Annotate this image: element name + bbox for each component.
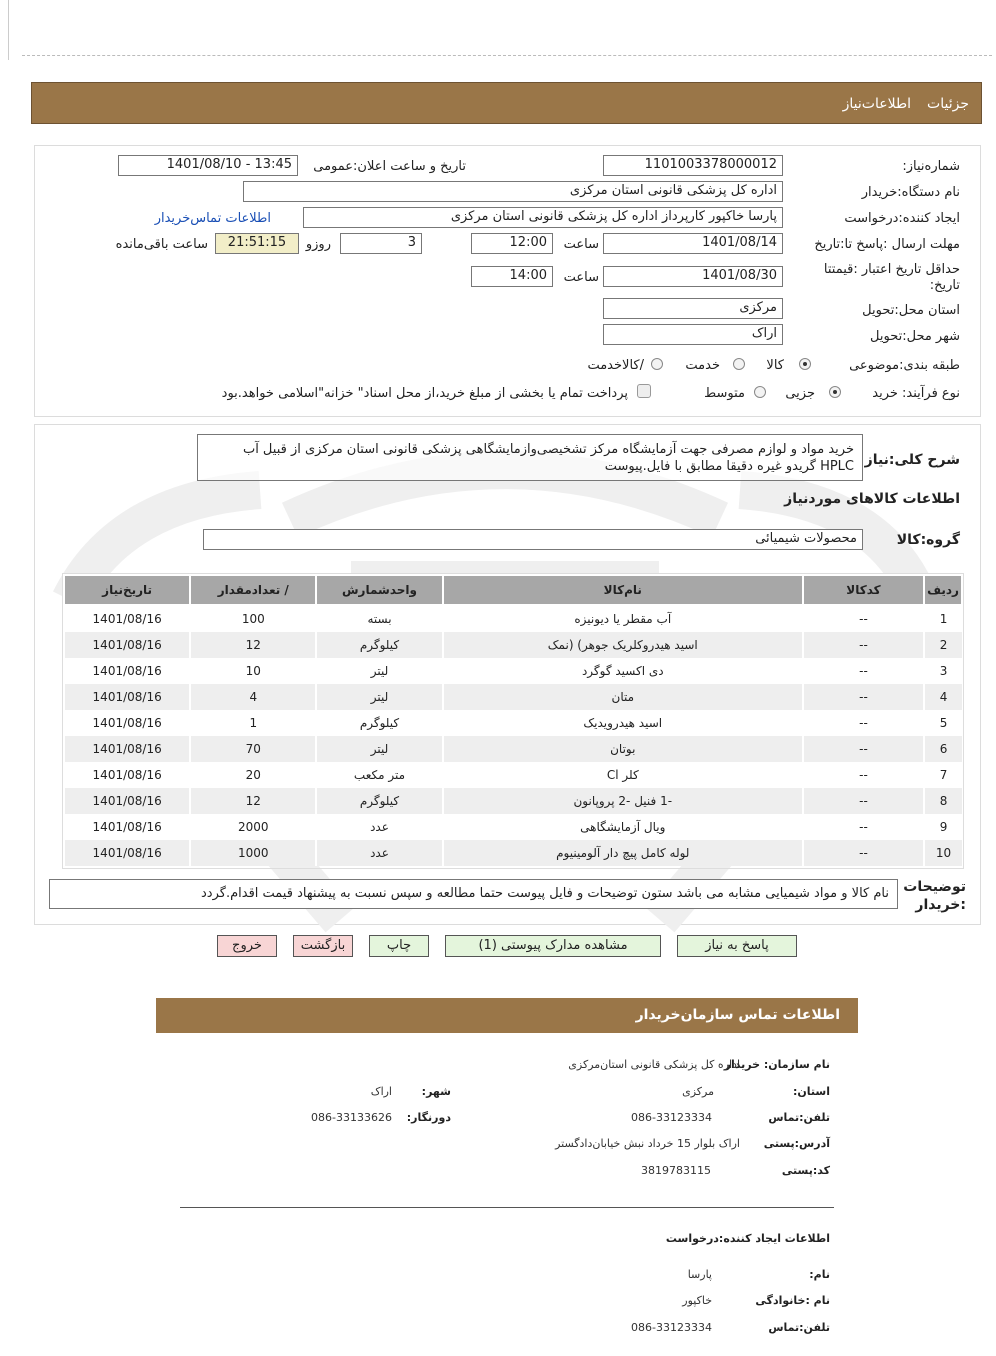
- category-label: طبقه بندی:موضوعی: [849, 358, 960, 373]
- description-label: شرح کلی:نیاز: [864, 452, 960, 468]
- cell-row: 1: [924, 605, 962, 632]
- announce-field: 1401/08/10 - 13:45: [118, 155, 298, 176]
- cell-name: اسید هیدرویدیک: [443, 710, 803, 736]
- col-code: کدکالا: [803, 575, 924, 605]
- deadline-date-field: 1401/08/14: [603, 233, 783, 254]
- cell-date: 1401/08/16: [64, 762, 190, 788]
- table-row: [64, 632, 962, 658]
- back-button[interactable]: بازگشت: [293, 935, 353, 957]
- table-row: [64, 684, 962, 710]
- validity-time-label: ساعت: [563, 270, 599, 285]
- cell-unit: عدد: [316, 840, 442, 866]
- exit-button[interactable]: خروج: [217, 935, 277, 957]
- address-label: آدرس:پستی: [763, 1137, 830, 1150]
- cell-code: --: [803, 840, 924, 866]
- attachments-button[interactable]: مشاهده مدارک پیوستی (1): [445, 935, 661, 957]
- col-unit: واحدشمارش: [316, 575, 442, 605]
- cell-row: 8: [924, 788, 962, 814]
- cell-unit: کیلوگرم: [316, 632, 442, 658]
- cell-date: 1401/08/16: [64, 684, 190, 710]
- cell-unit: عدد: [316, 814, 442, 840]
- description-field: خرید مواد و لوازم مصرفی جهت آزمایشگاه مرکز تشخیصی‌وازمایشگاهی پزشکی قانونی استان مرکزی از قبیل آب HPLC گریدو غیره دقیقا مطابق با فایل.پیوست: [197, 434, 863, 481]
- cell-date: 1401/08/16: [64, 710, 190, 736]
- creator-label: ایجاد کننده:درخواست: [844, 211, 960, 226]
- cell-name: لوله کامل پیچ دار آلومینیوم: [443, 840, 803, 866]
- need-no-field: 1101003378000012: [603, 155, 783, 176]
- cell-name: ویال آزمایشگاهی: [443, 814, 803, 840]
- buyer-contact-link[interactable]: اطلاعات تماس‌خریدار: [154, 211, 271, 226]
- name-label: نام:: [809, 1268, 830, 1281]
- validity-label: حداقل تاریخ اعتبار :قیمتتا: [823, 262, 960, 277]
- cell-name: متان: [443, 684, 803, 710]
- items-table: [63, 574, 963, 866]
- cell-code: --: [803, 658, 924, 684]
- buyer-notes-label: توضیحات: [903, 879, 966, 895]
- creator-field: پارسا خاکپور کارپرداز اداره کل پزشکی قانونی استان مرکزی: [303, 207, 783, 228]
- cell-code: --: [803, 762, 924, 788]
- top-separator: [22, 55, 992, 56]
- creator-phone-label: تلفن:تماس: [768, 1321, 830, 1334]
- fax-value: 086-33133626: [311, 1111, 392, 1124]
- cell-row: 10: [924, 840, 962, 866]
- contact-section-header: [156, 998, 858, 1033]
- cell-row: 5: [924, 710, 962, 736]
- cell-qty: 12: [190, 632, 316, 658]
- table-row: [64, 788, 962, 814]
- table-row: [64, 762, 962, 788]
- province-c-label: استان:: [793, 1085, 830, 1098]
- org-label: نام سازمان: خریدار: [724, 1058, 830, 1071]
- need-no-label: شماره‌نیاز:: [902, 159, 960, 174]
- announce-label: تاریخ و ساعت اعلان:عمومی: [313, 159, 466, 174]
- process-radio-medium[interactable]: [754, 386, 766, 398]
- header-title: اطلاعات‌نیاز: [842, 96, 911, 112]
- cell-date: 1401/08/16: [64, 605, 190, 632]
- process-radio-minor[interactable]: [829, 386, 841, 398]
- cell-unit: متر مکعب: [316, 762, 442, 788]
- province-c-value: مرکزی: [682, 1085, 714, 1098]
- city-c-value: اراک: [370, 1085, 392, 1098]
- postal-label: کد:پستی: [781, 1164, 830, 1177]
- cell-row: 3: [924, 658, 962, 684]
- cell-code: --: [803, 814, 924, 840]
- city-field: اراک: [603, 324, 783, 345]
- deadline-time-field: 12:00: [471, 233, 553, 254]
- col-name: نام‌کالا: [443, 575, 803, 605]
- category-radio-service[interactable]: [733, 358, 745, 370]
- validity-date-field: 1401/08/30: [603, 266, 783, 287]
- process-label: نوع فرآیند: خرید: [872, 386, 960, 401]
- org-value: اداره کل پزشکی قانونی استان‌مرکزی: [568, 1058, 740, 1071]
- phone-value: 086-33123334: [631, 1111, 712, 1124]
- remaining-label: ساعت باقی‌مانده: [115, 237, 208, 252]
- cell-date: 1401/08/16: [64, 840, 190, 866]
- cell-code: --: [803, 605, 924, 632]
- family-label: نام :خانوادگی: [755, 1294, 830, 1307]
- col-date: تاریخ‌نیاز: [64, 575, 190, 605]
- col-qty: / تعدادمقدار: [190, 575, 316, 605]
- cell-unit: کیلوگرم: [316, 710, 442, 736]
- cell-qty: 10: [190, 658, 316, 684]
- deadline-time-label: ساعت: [563, 237, 599, 252]
- process-minor-label: جزیی: [785, 386, 815, 401]
- phone-label: تلفن:تماس: [768, 1111, 830, 1124]
- postal-value: 3819783115: [641, 1164, 711, 1177]
- category-goods-label: کالا: [766, 358, 784, 373]
- cell-code: --: [803, 684, 924, 710]
- city-c-label: شهر:: [421, 1085, 451, 1098]
- category-radio-both[interactable]: [651, 358, 663, 370]
- cell-unit: لیتر: [316, 684, 442, 710]
- cell-name: -1 فنیل -2 پروپانون: [443, 788, 803, 814]
- cell-row: 6: [924, 736, 962, 762]
- category-service-label: خدمت: [685, 358, 720, 373]
- payment-checkbox[interactable]: [637, 384, 651, 398]
- cell-unit: لیتر: [316, 736, 442, 762]
- cell-name: بوتان: [443, 736, 803, 762]
- address-value: اراک بلوار 15 خرداد نبش خیابان‌دادگستر: [555, 1137, 740, 1150]
- cell-qty: 12: [190, 788, 316, 814]
- days-field: 3: [340, 233, 422, 254]
- cell-date: 1401/08/16: [64, 814, 190, 840]
- buyer-org-label: نام دستگاه:خریدار: [861, 185, 960, 200]
- cell-date: 1401/08/16: [64, 788, 190, 814]
- remaining-timer: 21:51:15: [215, 233, 299, 254]
- province-field: مرکزی: [603, 298, 783, 319]
- reply-button[interactable]: پاسخ به نیاز: [677, 935, 797, 957]
- cell-qty: 4: [190, 684, 316, 710]
- cell-qty: 70: [190, 736, 316, 762]
- cell-name: دی اکسید گوگرد: [443, 658, 803, 684]
- deadline-label: مهلت ارسال :پاسخ تا:تاریخ: [814, 237, 960, 252]
- header-bar: [31, 82, 982, 124]
- buyer-org-field: اداره کل پزشکی قانونی استان مرکزی: [243, 181, 783, 202]
- city-label: شهر محل:تحویل: [870, 329, 960, 344]
- creator-info-title: اطلاعات ایجاد کننده:درخواست: [665, 1232, 830, 1245]
- cell-row: 2: [924, 632, 962, 658]
- cell-qty: 2000: [190, 814, 316, 840]
- goods-group-field: محصولات شیمیائی: [203, 529, 863, 550]
- goods-info-title: اطلاعات کالاهای موردنیاز: [784, 491, 960, 507]
- print-button[interactable]: چاپ: [369, 935, 429, 957]
- table-row: [64, 605, 962, 632]
- buyer-notes-field: نام کالا و مواد شیمیایی مشابه می باشد ستون توضیحات و فایل پیوست حتما مطالعه و سپس نسبت به پیشنهاد قیمت اقدام.گردد: [49, 879, 898, 909]
- items-table-wrapper: [62, 573, 964, 869]
- cell-code: --: [803, 736, 924, 762]
- family-value: خاکپور: [682, 1294, 712, 1307]
- table-row: [64, 658, 962, 684]
- contact-divider: [180, 1207, 834, 1208]
- cell-name: آب مقطر یا دیونیزه: [443, 605, 803, 632]
- table-header-row: [64, 575, 962, 605]
- validity-label-2: تاریخ:: [929, 278, 960, 293]
- cell-unit: کیلوگرم: [316, 788, 442, 814]
- name-value: پارسا: [687, 1268, 712, 1281]
- cell-qty: 1: [190, 710, 316, 736]
- cell-date: 1401/08/16: [64, 632, 190, 658]
- category-radio-goods[interactable]: [799, 358, 811, 370]
- contact-section-title: اطلاعات تماس سازمان‌خریدار: [635, 1007, 840, 1023]
- cell-code: --: [803, 632, 924, 658]
- cell-code: --: [803, 788, 924, 814]
- table-row: [64, 736, 962, 762]
- days-label: روزو: [305, 237, 331, 252]
- payment-note: پرداخت تمام یا بخشی از مبلغ خرید،از محل اسناد" خزانه"اسلامی خواهد.بود: [221, 386, 628, 401]
- goods-group-label: گروه:کالا: [896, 532, 960, 548]
- cell-row: 4: [924, 684, 962, 710]
- cell-row: 7: [924, 762, 962, 788]
- province-label: استان محل:تحویل: [862, 303, 960, 318]
- cell-name: اسید هیدروکلریک جوهر) (نمک: [443, 632, 803, 658]
- cell-code: --: [803, 710, 924, 736]
- cell-name: کلر Cl: [443, 762, 803, 788]
- cell-unit: بسته: [316, 605, 442, 632]
- table-row: [64, 814, 962, 840]
- details-tab[interactable]: جزئیات: [927, 96, 969, 112]
- cell-unit: لیتر: [316, 658, 442, 684]
- process-medium-label: متوسط: [704, 386, 745, 401]
- table-row: [64, 710, 962, 736]
- creator-phone-value: 086-33123334: [631, 1321, 712, 1334]
- cell-qty: 1000: [190, 840, 316, 866]
- table-row: [64, 840, 962, 866]
- buyer-notes-label-2: :خریدار: [915, 897, 966, 913]
- fax-label: دورنگار:: [406, 1111, 451, 1124]
- cell-date: 1401/08/16: [64, 658, 190, 684]
- cell-qty: 100: [190, 605, 316, 632]
- col-row: ردیف: [924, 575, 962, 605]
- cell-row: 9: [924, 814, 962, 840]
- validity-time-field: 14:00: [471, 266, 553, 287]
- category-both-label: /کالاخدمت: [587, 358, 644, 373]
- left-border-line: [8, 0, 9, 60]
- cell-date: 1401/08/16: [64, 736, 190, 762]
- cell-qty: 20: [190, 762, 316, 788]
